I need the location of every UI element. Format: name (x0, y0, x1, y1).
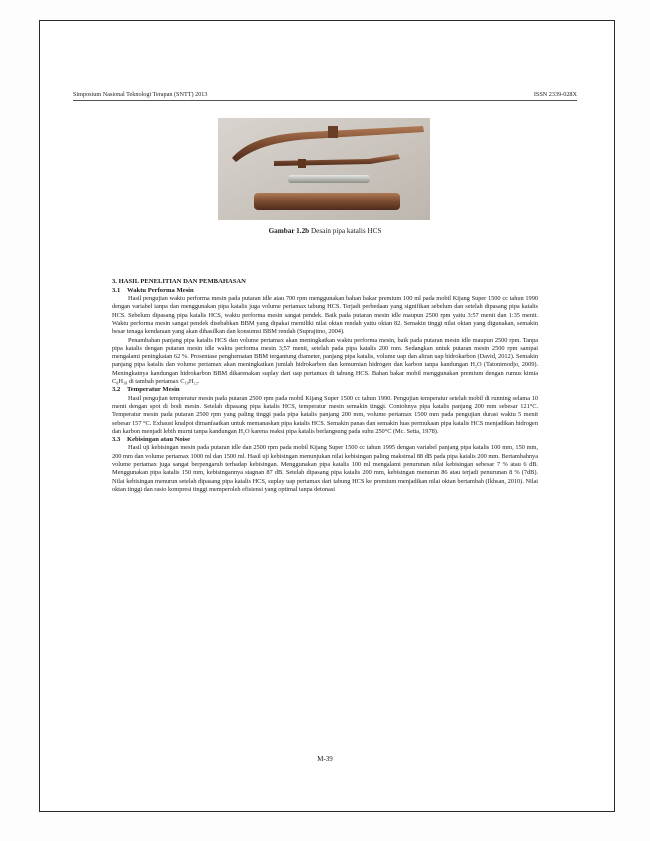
paragraph: Hasil pengujian temperatur mesin pada putaran 2500 rpm pada mobil Kijang Super 1500 cc tahun 1990. Pengujian temperatur setelah mobil di running selama 10 menit dengan spot di bodi mesin. Setelah dipasang pipa katalis HCS, temperatur mesin semakin tinggi. Contohnya pipa katalis panjang 200 mm sebesar 121°C. Temperatur mesin pada putaran 2500 rpm yang paling tinggi pada pipa katalis panjang 200 mm, volume pertamax 1500 mm pada pengujian durasi waktu 5 menit sebesar 157 °C. Exhaust knalpot dimanfaatkan untuk memanaskan pipa katalis HCS. Semakin panas dan semakin luas permukaan pipa katalis HCS menjadikan hidrogen dan karbon menjadi lebih murni tanpa kandungan H₂O karena reaksi pipa katalis berlangsung pada suhu 250°C (Mc. Setta, 1978). (112, 394, 538, 435)
subsection-heading-3-3 (112, 436, 538, 444)
header-issn: ISSN 2339-028X (533, 91, 577, 98)
paragraph: Penambahan panjang pipa katalis HCS dan volume pertamax akan meningkatkan waktu performa mesin, baik pada putaran mesin idle maupun 2500 rpm. Tanpa pipa katalis dengan putaran mesin idle waktu performa mesin 3;57 menit, setelah pada pipa katalis 200 mm. Sedangkan untuk putaran mesin 2500 rpm sampai mengalami peningkatan 62 %. Prosentase penghematan BBM tergantung diameter, panjang pipa katalis, volume uap dan aliran uap hidrokarbon (David, 2012). Semakin panjang pipa katalis dan volume pertamax akan meningkatkan jumlah hidrokarbon dan kemurnian hidrogen dan karbon tanpa kandungan H₂O (Tatonimodjo, 2009). Meningkatnya kandungan hidrokarbon BBM dikarenakan suplay dari uap pertamax di tabung HCS. Bahan bakar mobil menggunakan premium dengan rumus kimia C₈H₁₈ di tambah pertamax C₁₀H₂₂. (112, 336, 538, 386)
paragraph: Hasil pengujian waktu performa mesin pada putaran idle atau 700 rpm menggunakan bahan bakar premium 100 ml pada mobil Kijang Super 1500 cc tahun 1990 dengan variabel tanpa dan menggunakan pipa katalis juga volume pertamax tabung HCS. Terjadi perbedaan yang signifikan sebelum dan setelah dipasang pipa katalis HCS. Sebelum dipasang pipa katalis HCS, waktu performa mesin sangat pendek. Baik pada putaran mesin idle maupun 2500 rpm yaitu 3:57 menit dan 1:35 menit. Waktu performa mesin sangat pendek disebabkan BBM yang dipakai memiliki nilai oktan rendah yaitu oktan 82. Semakin tinggi nilai oktan yang digunakan, semakin besar tenaga kendaraan yang akan dihasilkan dan konsumsi BBM rendah (Suprajitno, 2004). (112, 295, 538, 336)
header-conference: Simposium Nasional Teknologi Terapan (SNTT) 2013 (73, 91, 208, 98)
aluminium-tube (288, 175, 370, 183)
subsection-title: Temperatur Mesin (127, 386, 180, 394)
figure-hcs-pipe-photo (218, 118, 430, 220)
subsection-number: 3.1 (112, 286, 121, 294)
paragraph: Hasil uji kebisingan mesin pada putaran idle dan 2500 rpm pada mobil Kijang Super 1500 cc tahun 1995 dengan variabel panjang pipa katalis 100 mm, 150 mm, 200 mm dan volume pertamax 1000 ml dan 1500 ml. Hasil uji kebisingan menunjukan nilai kebisingan paling maksimal 88 dB pada pipa katalis 200 mm. Bertambahnya volume pertamax juga sangat berpengaruh terhadap kebisingan. Menggunakan pipa katalis 100 ml mengalami penurunan nilai kebisingan sebesar 7 % atau 6 dB. Menggunakan pipa katalis 150 mm, kebisingannya stagnan 87 dB. Setelah dipasang pipa katalis 200 mm, kebisingan menurun 86 atau terjadi penurunan 8 % (7dB). Nilai kebisingan menurun setelah dipasang pipa katalis HCS, suplay uap pertamax dari tabung HCS ke premium menjadikan nilai oktan bertambah (Ikhsan, 2010). Nilai oktan tinggi dan rasio kompresi tinggi memperoleh efisiensi yang optimal tanpa detonasi (112, 444, 538, 493)
page-number: M-39 (317, 755, 333, 763)
subsection-title: Waktu Performa Mesin (127, 286, 194, 294)
subsection-number: 3.3 (112, 436, 121, 444)
section-heading: 3. HASIL PENELITIAN DAN PEMBAHASAN (112, 278, 246, 285)
subsection-number: 3.2 (112, 386, 121, 394)
caption-label: Gambar 1.2b (268, 227, 310, 235)
subsection-heading-3-1 (112, 287, 538, 295)
article-body (112, 278, 538, 494)
subsection-heading-3-2 (112, 386, 538, 394)
caption-text: Desain pipa katalis HCS (309, 227, 382, 235)
figure-caption (150, 226, 500, 236)
running-header (73, 90, 577, 101)
subsection-title: Kebisingan atau Noise (127, 436, 191, 444)
copper-cylinder (254, 193, 400, 210)
